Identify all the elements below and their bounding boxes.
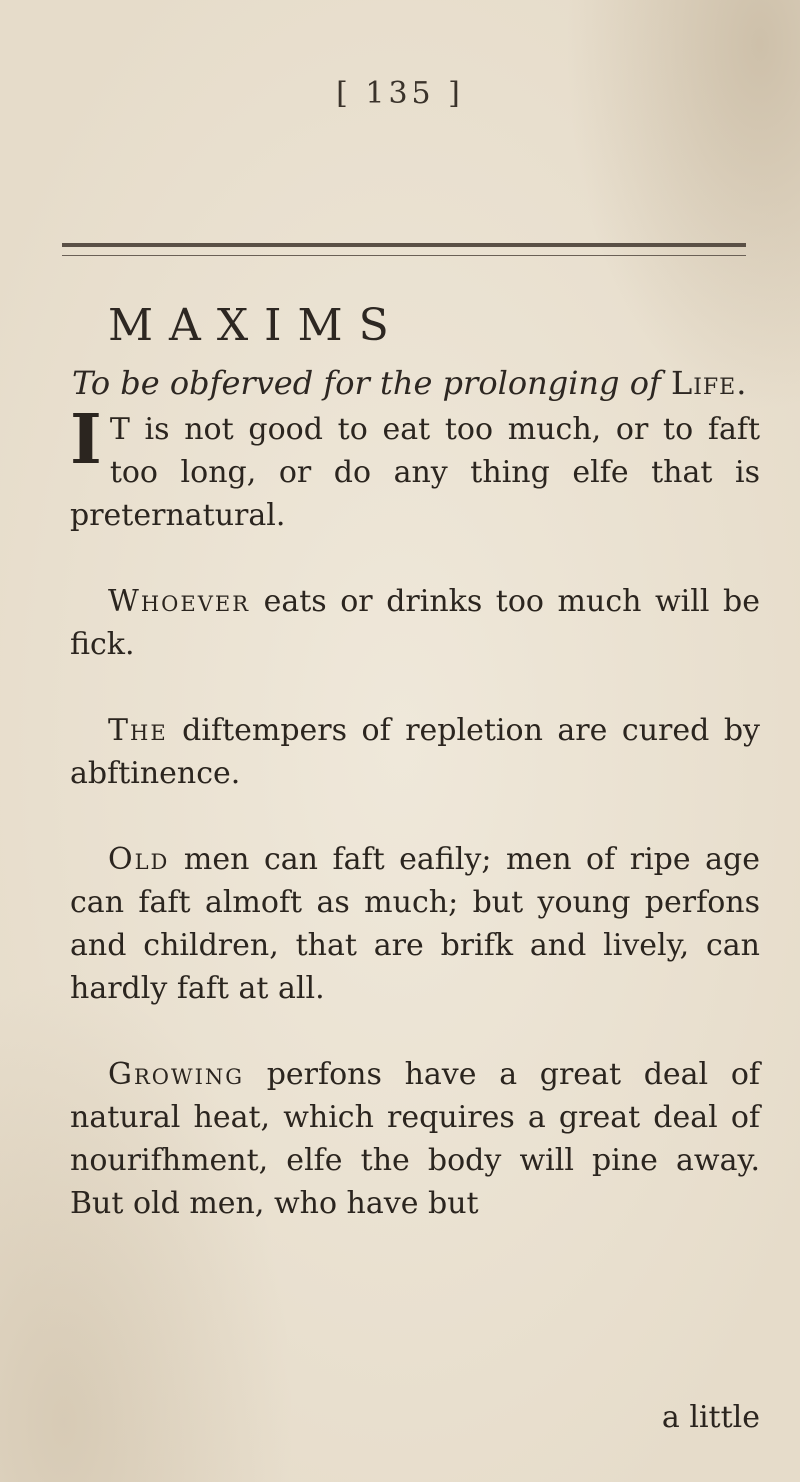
paragraph-text: eats or drinks too much will be fick. xyxy=(70,584,760,662)
catchword: a little xyxy=(661,1400,760,1435)
paragraph-2 xyxy=(70,580,760,666)
drop-cap: I xyxy=(70,400,102,480)
paragraph-1 xyxy=(70,400,760,537)
paragraph-lead-word: Whoever xyxy=(108,584,251,619)
paragraph-text: men can faft eafily; men of ripe age can faft almoft as much; but young perfons and children, that are brifk and lively, can hardly faft at all. xyxy=(70,842,760,1006)
paragraph-lead-word: Old xyxy=(108,842,170,877)
paragraph-text: diftempers of repletion are cured by abftinence. xyxy=(70,713,760,791)
subtitle-emphasis: Life. xyxy=(670,364,748,402)
page-number: [ 135 ] xyxy=(336,76,464,111)
page-title: MAXIMS xyxy=(108,300,405,351)
paragraph-3 xyxy=(70,709,760,795)
body-text xyxy=(70,400,760,1268)
subtitle-text: To be obferved for the prolonging of xyxy=(72,364,661,402)
paragraph-text: perfons have a great deal of natural heat, which requires a great deal of nourifhment, elfe the body will pine away. But old men, who have but xyxy=(70,1057,760,1221)
page-subtitle xyxy=(72,364,772,402)
header-rule-thin xyxy=(62,255,746,256)
paragraph-5 xyxy=(70,1053,760,1225)
header-rule-thick xyxy=(62,243,746,247)
paragraph-4 xyxy=(70,838,760,1010)
paragraph-lead-word: The xyxy=(108,713,168,748)
paragraph-text: T is not good to eat too much, or to faft too long, or do any thing elfe that is preternatural. xyxy=(70,412,760,533)
paragraph-lead-word: Growing xyxy=(108,1057,245,1092)
